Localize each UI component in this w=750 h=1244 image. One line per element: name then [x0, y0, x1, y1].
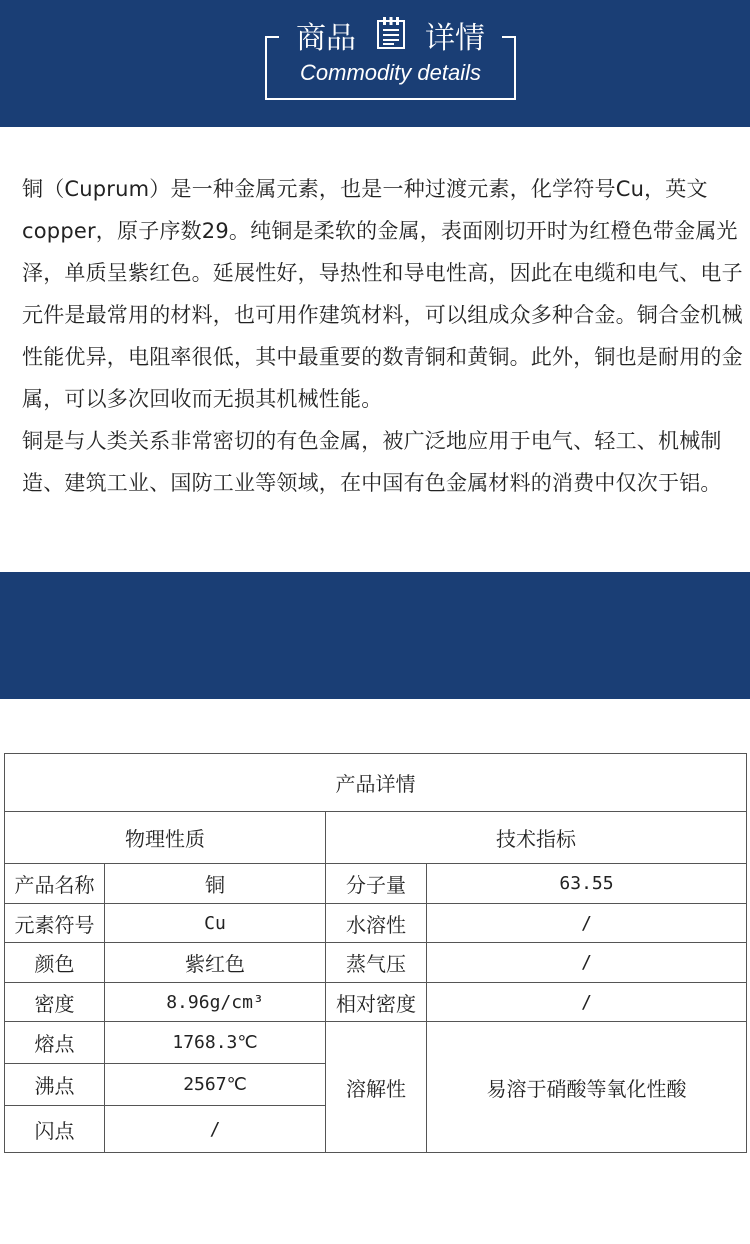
- table-group-row: [5, 812, 747, 864]
- product-spec-table: [4, 753, 747, 1153]
- title-left: 商品: [295, 20, 356, 56]
- description-paragraph: 铜是与人类关系非常密切的有色金属，被广泛地应用于电气、轻工、机械制造、建筑工业、国防工业等领域，在中国有色金属材料的消费中仅次于铝。: [22, 429, 722, 495]
- commodity-details-title: [267, 16, 514, 61]
- row-value: /: [105, 1106, 326, 1153]
- commodity-details-frame: [265, 20, 516, 100]
- solubility-label: 溶解性: [326, 1022, 427, 1153]
- row-value: 铜: [105, 864, 326, 904]
- row-label: 相对密度: [326, 983, 427, 1022]
- table-row: [5, 904, 747, 943]
- commodity-details-banner: [0, 0, 750, 127]
- row-label: 熔点: [5, 1022, 105, 1064]
- description-paragraph: 铜（Cuprum）是一种金属元素，也是一种过渡元素，化学符号Cu，英文copper，原子序数29。纯铜是柔软的金属，表面刚切开时为红橙色带金属光泽，单质呈紫红色。延展性好，导热性和导电性高，因此在电缆和电气、电子元件是最常用的材料，也可用作建筑材料，可以组成众多种合金。铜合金机械性能优异，电阻率很低，其中最重要的数青铜和黄铜。此外，铜也是耐用的金属，可以多次回收而无损其机械性能。: [22, 177, 743, 411]
- row-value: 63.55: [427, 864, 747, 904]
- notepad-icon: [376, 16, 406, 61]
- product-description: [22, 168, 746, 504]
- row-label: 分子量: [326, 864, 427, 904]
- table-row: [5, 943, 747, 983]
- row-value: 2567℃: [105, 1064, 326, 1106]
- title-right: 详情: [425, 20, 486, 56]
- table-title-row: [5, 754, 747, 812]
- row-value: 8.96g/cm³: [105, 983, 326, 1022]
- physical-properties-header: 物理性质: [5, 812, 326, 864]
- table-row: [5, 1022, 747, 1064]
- chemical-composition-title: [268, 1158, 516, 1205]
- row-label: 密度: [5, 983, 105, 1022]
- solubility-value: 易溶于硝酸等氧化性酸: [427, 1022, 747, 1153]
- row-label: 蒸气压: [326, 943, 427, 983]
- row-value: /: [427, 904, 747, 943]
- row-value: 紫红色: [105, 943, 326, 983]
- row-label: 闪点: [5, 1106, 105, 1153]
- row-value: /: [427, 983, 747, 1022]
- table-row: [5, 983, 747, 1022]
- table-title: 产品详情: [5, 754, 747, 812]
- title-left: 化学: [293, 1163, 354, 1199]
- table-row: [5, 864, 747, 904]
- chemical-composition-subtitle: Chemical composition: [284, 1204, 500, 1229]
- row-label: 元素符号: [5, 904, 105, 943]
- row-value: 1768.3℃: [105, 1022, 326, 1064]
- row-label: 水溶性: [326, 904, 427, 943]
- row-value: Cu: [105, 904, 326, 943]
- technical-specs-header: 技术指标: [326, 812, 747, 864]
- commodity-details-subtitle: Commodity details: [300, 60, 481, 85]
- row-label: 颜色: [5, 943, 105, 983]
- row-label: 产品名称: [5, 864, 105, 904]
- chemical-composition-frame: [266, 1163, 518, 1244]
- molecule-icon: [373, 1158, 411, 1205]
- row-label: 沸点: [5, 1064, 105, 1106]
- title-right: 成分: [430, 1163, 491, 1199]
- row-value: /: [427, 943, 747, 983]
